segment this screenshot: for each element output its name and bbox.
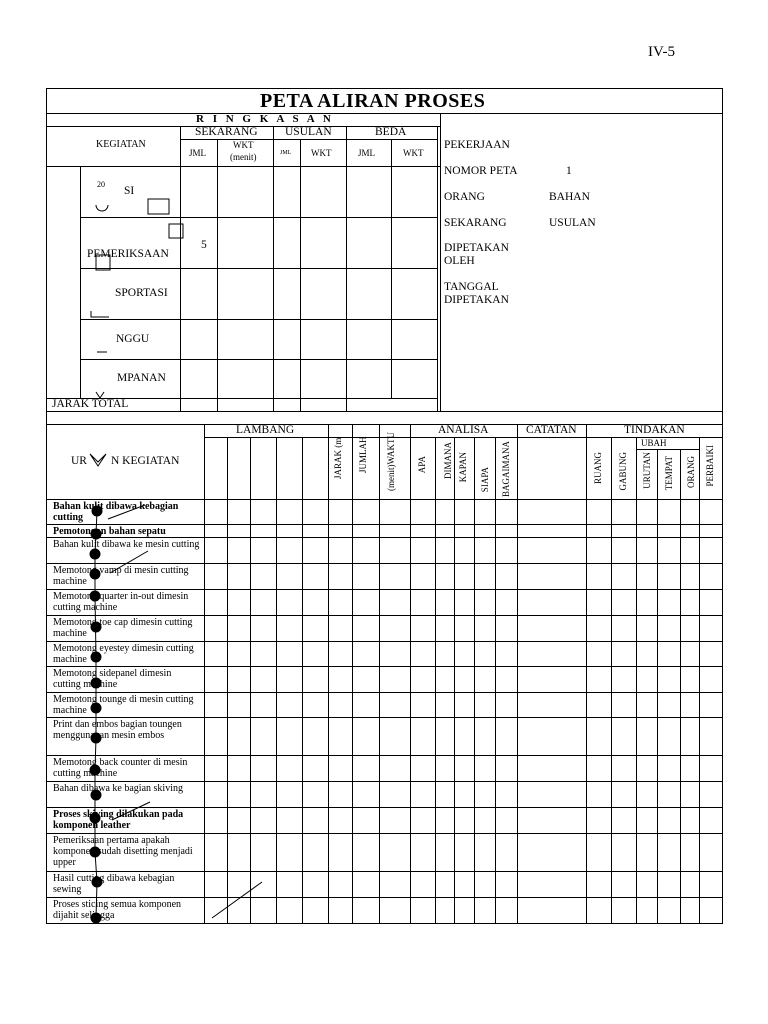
dipetakan-label: DIPETAKAN: [444, 242, 509, 254]
activity-row-5: Memotong quarter in-out dimesin cutting machine: [53, 591, 189, 613]
bahan-label: BAHAN: [549, 191, 590, 203]
activity-row-4: Memotong vamp di mesin cutting machine: [53, 565, 189, 587]
activity-row-2: Pemotongan bahan sepatu: [53, 526, 166, 537]
usulan-label: USULAN: [549, 217, 596, 229]
activity-row-14: Pemeriksaan pertama apakah komponen sudah disetting menjadi upper: [53, 835, 193, 868]
sekarang-label: SEKARANG: [444, 217, 507, 229]
summary-operasi-label: SI: [124, 185, 135, 197]
orang-label: ORANG: [444, 191, 485, 203]
summary-operasi-num: 20: [97, 180, 105, 189]
tindakan-ruang: RUANG: [593, 452, 603, 485]
uraian-right-label: N KEGIATAN: [111, 455, 180, 467]
activity-row-7: Memotong eyestey dimesin cutting machine: [53, 643, 194, 665]
ringkasan-label: R I N G K A S A N: [196, 113, 334, 125]
tindakan-gabung: GABUNG: [618, 452, 628, 491]
pekerjaan-label: PEKERJAAN: [444, 139, 510, 151]
activity-row-13: Proses skiving dilakukan pada komponen leather: [53, 809, 184, 831]
activity-row-1: Bahan kulit dibawa kebagian cutting: [53, 501, 179, 523]
analisa-label: ANALISA: [438, 424, 489, 436]
jml-beda: JML: [358, 148, 376, 158]
jarak-column-label: JARAK (m: [333, 437, 343, 479]
activity-row-6: Memotong toe cap dimesin cutting machine: [53, 617, 193, 639]
activity-row-15: Hasil cutting dibawa kebagian sewing: [53, 873, 175, 895]
activity-row-8: Memotong sidepanel dimesin cutting machine: [53, 668, 172, 690]
analisa-kapan: KAPAN: [458, 452, 468, 483]
activity-row-3: Bahan kulit dibawa ke mesin cutting: [53, 539, 200, 550]
tindakan-label: TINDAKAN: [624, 424, 685, 436]
activity-row-9: Memotong tounge di mesin cutting machine: [53, 694, 194, 716]
transport-arrow-icon: [91, 311, 109, 317]
wkt-beda: WKT: [403, 148, 424, 158]
oleh-label: OLEH: [444, 255, 475, 267]
group-sekarang: SEKARANG: [195, 126, 258, 138]
tindakan-orang: ORANG: [686, 456, 696, 489]
ubah-label: UBAH: [641, 438, 667, 448]
tanggal-label: TANGGAL: [444, 281, 499, 293]
menit-label: (menit): [230, 152, 257, 162]
jml-usulan: JML: [280, 150, 292, 156]
activity-row-16: Proses sticing semua komponen dijahit selingga: [53, 899, 182, 921]
summary-pemeriksaan-label: PEMERIKSAAN: [87, 248, 169, 260]
group-usulan: USULAN: [285, 126, 332, 138]
uraian-icon: [90, 454, 106, 466]
wkt-sekarang: WKT: [233, 140, 254, 150]
activity-row-10: Print dan embos bagian toungen menggunakan mesin embos: [53, 719, 182, 741]
page-number: IV-5: [648, 44, 675, 60]
lambang-label: LAMBANG: [236, 424, 295, 436]
storage-box-icon: [148, 199, 169, 214]
group-beda: BEDA: [375, 126, 407, 138]
summary-menunggu-label: NGGU: [116, 333, 150, 345]
tindakan-tempat: TEMPAT: [664, 456, 674, 491]
tanggal-dipetakan-label: DIPETAKAN: [444, 294, 509, 306]
summary-transportasi-label: SPORTASI: [115, 287, 168, 299]
kegiatan-label: KEGIATAN: [96, 139, 146, 150]
nomor-peta-label: NOMOR PETA: [444, 165, 518, 177]
activity-row-11: Memotong back counter di mesin cutting machine: [53, 757, 188, 779]
analisa-bagaimana: BAGAIMANA: [501, 441, 511, 497]
waktu-column-label: (menit)WAKTU: [386, 432, 396, 491]
operation-circle-icon: [96, 205, 108, 211]
activity-row-12: Bahan dibawa ke bagian skiving: [53, 783, 183, 794]
flow-diagonal: [212, 882, 262, 918]
nomor-peta-value: 1: [566, 165, 572, 177]
jml-sekarang: JML: [189, 148, 207, 158]
form-title: PETA ALIRAN PROSES: [260, 90, 486, 112]
wkt-usulan: WKT: [311, 148, 332, 158]
tindakan-perbaiki: PERBAIKI: [705, 445, 715, 487]
catatan-label: CATATAN: [526, 424, 577, 436]
analisa-dimana: DIMANA: [443, 442, 453, 479]
jumlah-column-label: JUMLAH: [358, 436, 368, 473]
jarak-total-label: JARAK TOTAL: [52, 398, 129, 410]
analisa-apa: APA: [417, 456, 427, 474]
analisa-siapa: SIAPA: [480, 467, 490, 493]
uraian-left-label: UR: [71, 455, 87, 467]
tindakan-urutan: URUTAN: [642, 452, 652, 489]
summary-penyimpanan-label: MPANAN: [117, 372, 166, 384]
summary-pemeriksaan-num: 5: [201, 239, 207, 251]
